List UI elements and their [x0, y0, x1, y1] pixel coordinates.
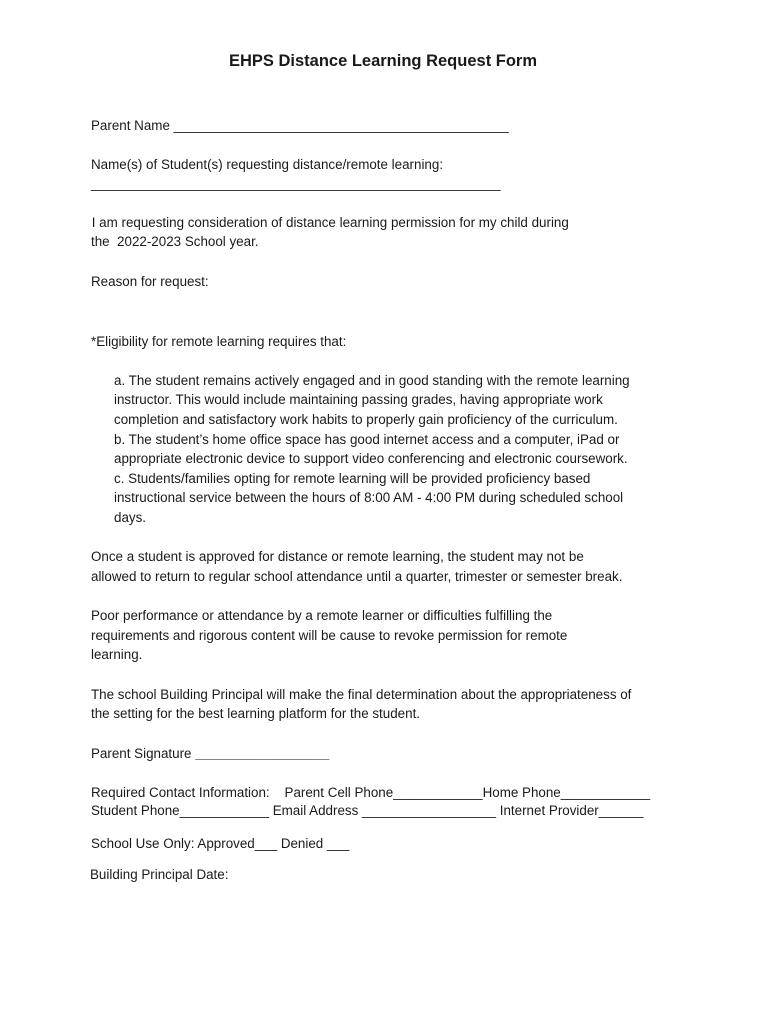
- contact-info-line-1: [91, 783, 650, 802]
- school-use-line: School Use Only: Approved___ Denied ___: [91, 836, 350, 851]
- eligibility-line: a. The student remains actively engaged and in good standing with the remote learning: [114, 373, 630, 388]
- principal-date-line: Building Principal Date:: [90, 867, 229, 882]
- students-blank-line: _______________________________________________________: [91, 176, 501, 191]
- signature-blank: __________________: [195, 746, 330, 761]
- eligibility-heading: *Eligibility for remote learning requires that:: [91, 334, 347, 349]
- eligibility-line: appropriate electronic device to support video conferencing and electronic coursework.: [114, 451, 628, 466]
- parent-signature-line: [91, 744, 329, 763]
- eligibility-line: b. The student’s home office space has good internet access and a computer, iPad or: [114, 432, 620, 447]
- eligibility-line: days.: [114, 510, 147, 525]
- request-text-line-1: I am requesting consideration of distance learning permission for my child during: [88, 215, 569, 230]
- approval-text-line: allowed to return to regular school attendance until a quarter, trimester or semester break.: [91, 569, 623, 584]
- signature-label: Parent Signature: [91, 746, 196, 761]
- request-text-line-2: the 2022-2023 School year.: [91, 234, 259, 249]
- reason-label: Reason for request:: [91, 274, 209, 289]
- form-title: EHPS Distance Learning Request Form: [228, 52, 538, 70]
- approval-text-line: Once a student is approved for distance or remote learning, the student may not be: [91, 549, 584, 564]
- eligibility-line: instructor. This would include maintaining passing grades, having appropriate work: [114, 392, 603, 407]
- contact-info-line-2: Student Phone____________ Email Address __________________ Internet Provider______: [91, 803, 644, 818]
- contact-line-1-underlined: ____: [452, 785, 483, 800]
- eligibility-line: c. Students/families opting for remote learning will be provided proficiency based: [114, 471, 591, 486]
- performance-text-line: requirements and rigorous content will be cause to revoke permission for remote: [91, 628, 568, 643]
- parent-name-line: Parent Name _____________________________________________: [91, 118, 509, 133]
- contact-line-1-end: Home Phone____________: [482, 785, 651, 800]
- eligibility-line: instructional service between the hours of 8:00 AM - 4:00 PM during scheduled school: [114, 490, 624, 505]
- performance-text-line: Poor performance or attendance by a remote learner or difficulties fulfilling the: [91, 608, 553, 623]
- performance-text-line: learning.: [91, 647, 143, 662]
- principal-text-line: the setting for the best learning platform for the student.: [91, 706, 421, 721]
- students-label: Name(s) of Student(s) requesting distance/remote learning:: [91, 157, 444, 172]
- contact-line-1-text: Required Contact Information: Parent Cell Phone________: [91, 785, 453, 800]
- principal-text-line: The school Building Principal will make the final determination about the appropriateness of: [91, 687, 632, 702]
- eligibility-line: completion and satisfactory work habits to properly gain proficiency of the curriculum.: [114, 412, 618, 427]
